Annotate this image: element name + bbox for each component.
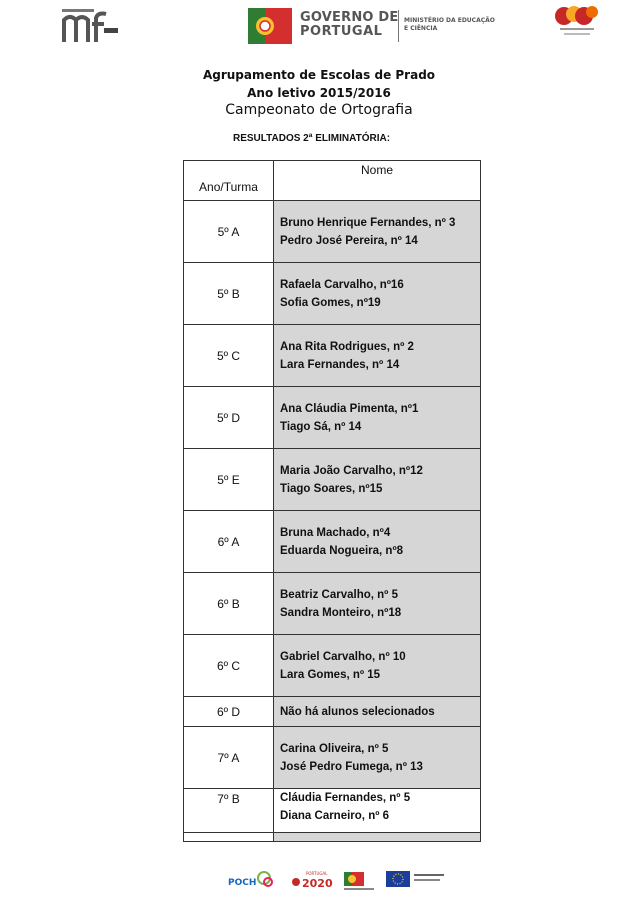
turma-cell: 5º B — [184, 263, 274, 325]
school-name: Agrupamento de Escolas de Prado — [202, 68, 436, 82]
p2020-text: 2020 — [302, 877, 333, 890]
student-name: Ana Rita Rodrigues, nº 2 — [280, 340, 414, 353]
turma-cell: 5º A — [184, 201, 274, 263]
student-name: Cláudia Fernandes, nº 5 — [280, 792, 411, 804]
empty-cell — [274, 833, 481, 842]
column-header-turma: Ano/Turma — [184, 161, 274, 201]
gov-line2: PORTUGAL — [300, 24, 383, 39]
table-row — [184, 573, 481, 635]
student-name: Tiago Soares, nº15 — [280, 482, 383, 495]
student-name: Não há alunos selecionados — [280, 705, 435, 718]
student-name: José Pedro Fumega, nº 13 — [280, 760, 423, 773]
ministry-line1: MINISTÉRIO DA EDUCAÇÃO — [404, 17, 495, 24]
governo-portugal-logo — [248, 6, 495, 46]
table-row — [184, 833, 481, 842]
turma-cell: 6º A — [184, 511, 274, 573]
student-name: Carina Oliveira, nº 5 — [280, 742, 389, 755]
eu-flag-logo — [386, 871, 444, 887]
funding-logos — [226, 866, 446, 894]
turma-cell: 5º C — [184, 325, 274, 387]
names-cell — [274, 201, 481, 263]
names-cell — [274, 635, 481, 697]
competition-title: Campeonato de Ortografia — [225, 102, 413, 118]
table-row — [184, 387, 481, 449]
divider — [398, 10, 399, 42]
student-name: Sofia Gomes, nº19 — [280, 296, 381, 309]
student-name: Lara Fernandes, nº 14 — [280, 358, 400, 371]
names-cell — [274, 727, 481, 789]
student-name: Tiago Sá, nº 14 — [280, 420, 362, 433]
results-heading: RESULTADOS 2ª ELIMINATÓRIA: — [233, 133, 391, 144]
turma-cell: 5º D — [184, 387, 274, 449]
poch-logo — [226, 872, 272, 888]
student-name: Bruna Machado, nº4 — [280, 526, 391, 539]
turma-cell: 6º B — [184, 573, 274, 635]
table-row — [184, 697, 481, 727]
portugal2020-logo — [292, 871, 333, 890]
student-name: Diana Carneiro, nº 6 — [280, 810, 390, 822]
turma-cell: 7º A — [184, 727, 274, 789]
turma-cell: 7º B — [184, 789, 274, 833]
ministry-line2: E CIÊNCIA — [404, 25, 438, 32]
empty-cell — [184, 833, 274, 842]
results-table — [183, 160, 481, 842]
student-name: Gabriel Carvalho, nº 10 — [280, 650, 406, 663]
names-cell — [274, 263, 481, 325]
svg-text:PORTUGAL: PORTUGAL — [306, 871, 328, 876]
names-cell — [274, 697, 481, 727]
names-cell — [274, 449, 481, 511]
poch-text: POCH — [228, 878, 257, 888]
turma-cell: 5º E — [184, 449, 274, 511]
student-name: Rafaela Carvalho, nº16 — [280, 278, 404, 291]
names-cell — [274, 573, 481, 635]
table-row — [184, 727, 481, 789]
gov-line1: GOVERNO DE — [300, 10, 399, 25]
table-row — [184, 789, 481, 833]
turma-cell: 6º C — [184, 635, 274, 697]
table-row — [184, 449, 481, 511]
names-cell — [274, 387, 481, 449]
table-row — [184, 263, 481, 325]
student-name: Maria João Carvalho, nº12 — [280, 464, 423, 477]
student-name: Lara Gomes, nº 15 — [280, 668, 381, 681]
school-logo — [58, 6, 120, 46]
names-cell — [274, 789, 481, 833]
table-row — [184, 635, 481, 697]
republica-portuguesa-logo — [344, 872, 374, 890]
column-header-nome: Nome — [274, 161, 481, 201]
student-name: Beatriz Carvalho, nº 5 — [280, 588, 398, 601]
names-cell — [274, 325, 481, 387]
turma-cell: 6º D — [184, 697, 274, 727]
table-row — [184, 511, 481, 573]
student-name: Pedro José Pereira, nº 14 — [280, 234, 418, 247]
student-name: Ana Cláudia Pimenta, nº1 — [280, 402, 419, 415]
table-row — [184, 201, 481, 263]
school-year: Ano letivo 2015/2016 — [247, 86, 391, 100]
table-row — [184, 325, 481, 387]
teip-logo — [554, 2, 600, 42]
student-name: Sandra Monteiro, nº18 — [280, 606, 402, 619]
student-name: Eduarda Nogueira, nº8 — [280, 544, 404, 557]
student-name: Bruno Henrique Fernandes, nº 3 — [280, 216, 456, 229]
names-cell — [274, 511, 481, 573]
